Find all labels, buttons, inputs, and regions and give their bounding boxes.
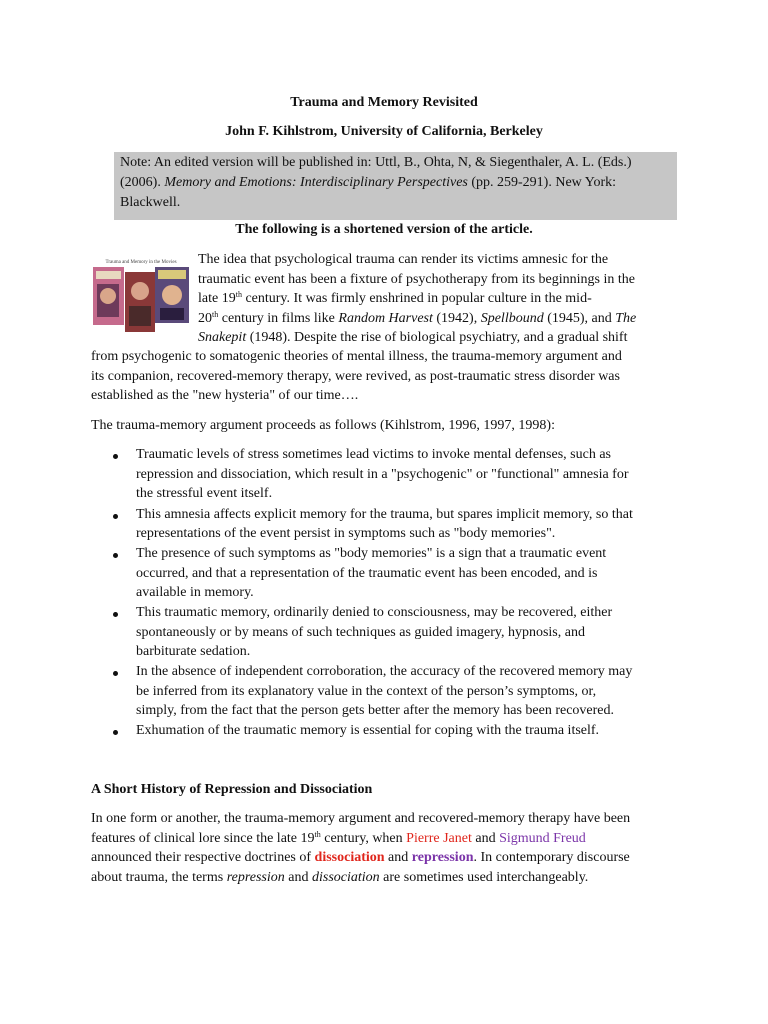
intro-line: from psychogenic to somatogenic theories of mental illness, the trauma-memory argument and [91,349,622,364]
bullet-text: the stressful event itself. [136,486,273,501]
bullet-text: available in memory. [136,585,254,600]
bullet-text: repression and dissociation, which result in a "psychogenic" or "functional" amnesia for [136,467,629,482]
note-prefix: Note: An edited version will be published in: Uttl, B., Ohta, N, & Siegenthaler, A. L. (Eds.) (2006). [120,155,632,190]
history-line: about trauma, the terms repression and dissociation are sometimes used interchangeably. [91,870,589,885]
history-line: announced their respective doctrines of dissociation and repression. In contemporary discourse [91,850,630,865]
history-line: features of clinical lore since the late 19th century, when Pierre Janet and Sigmund Freud [91,830,586,846]
bullet-text: This amnesia affects explicit memory for the trauma, but spares implicit memory, so that [136,507,633,522]
sigmund-freud-link[interactable]: Sigmund Freud [499,831,586,846]
document-title: Trauma and Memory Revisited [290,95,478,110]
bullet-text: In the absence of independent corroboration, the accuracy of the recovered memory may [136,664,633,679]
bullet-icon [113,612,118,617]
image-caption: Trauma and Memory in the Movies [105,260,177,265]
argument-intro: The trauma-memory argument proceeds as follows (Kihlstrom, 1996, 1997, 1998): [91,418,555,433]
bullet-icon [113,671,118,676]
intro-line: its companion, recovered-memory therapy, were revived, as post-traumatic stress disorder was [91,369,620,384]
bullet-text: simply, from the fact that the person gets better after the memory has been recovered. [136,703,615,718]
intro-line: 20th century in films like Random Harvest (1942), Spellbound (1945), and The [198,310,637,326]
film-title: Random Harvest [338,311,433,326]
history-line: In one form or another, the trauma-memory argument and recovered-memory therapy have been [91,811,631,826]
repression-link[interactable]: repression [411,850,474,865]
dissociation-link[interactable]: dissociation [314,850,385,865]
bullet-text: spontaneously or by means of such techniques as guided imagery, hypnosis, and [136,625,585,640]
author-line: John F. Kihlstrom, University of California, Berkeley [225,124,543,139]
bullet-text: Exhumation of the traumatic memory is essential for coping with the trauma itself. [136,723,600,738]
bullet-icon [113,553,118,558]
bullet-text: barbiturate sedation. [136,644,251,659]
bullet-text: occurred, and that a representation of the traumatic event has been encoded, and is [136,566,598,581]
bullet-icon [113,730,118,735]
intro-line: Snakepit (1948). Despite the rise of biological psychiatry, and a gradual shift [198,330,628,345]
intro-line: traumatic event has been a fixture of psychotherapy from its beginnings in the [198,272,635,287]
pierre-janet-link[interactable]: Pierre Janet [406,831,472,846]
shortened-notice: The following is a shortened version of the article. [235,222,533,237]
note-suffix: (pp. 259-291). New York: Blackwell. [120,175,617,210]
film-title: Snakepit [198,330,247,345]
intro-line: established as the "new hysteria" of our time…. [91,388,359,403]
film-title: Spellbound [480,311,544,326]
bullet-text: This traumatic memory, ordinarily denied to consciousness, may be recovered, either [136,605,613,620]
bullet-icon [113,454,118,459]
bullet-text: be inferred from its explanatory value in the context of the person’s symptoms, or, [136,684,597,699]
bullet-text: representations of the event persist in symptoms such as "body memories". [136,526,556,541]
bullet-icon [113,514,118,519]
intro-line: late 19th century. It was firmly enshrined in popular culture in the mid- [198,290,592,306]
book-covers-image [91,256,191,333]
intro-line: The idea that psychological trauma can render its victims amnesic for the [198,252,609,267]
note-book-title: Memory and Emotions: Interdisciplinary Perspectives [164,175,468,190]
publication-note [114,152,677,220]
film-title: The [615,311,637,326]
bullet-text: Traumatic levels of stress sometimes lead victims to invoke mental defenses, such as [136,447,611,462]
bullet-text: The presence of such symptoms as "body memories" is a sign that a traumatic event [136,546,607,561]
section-heading: A Short History of Repression and Dissociation [91,782,373,797]
